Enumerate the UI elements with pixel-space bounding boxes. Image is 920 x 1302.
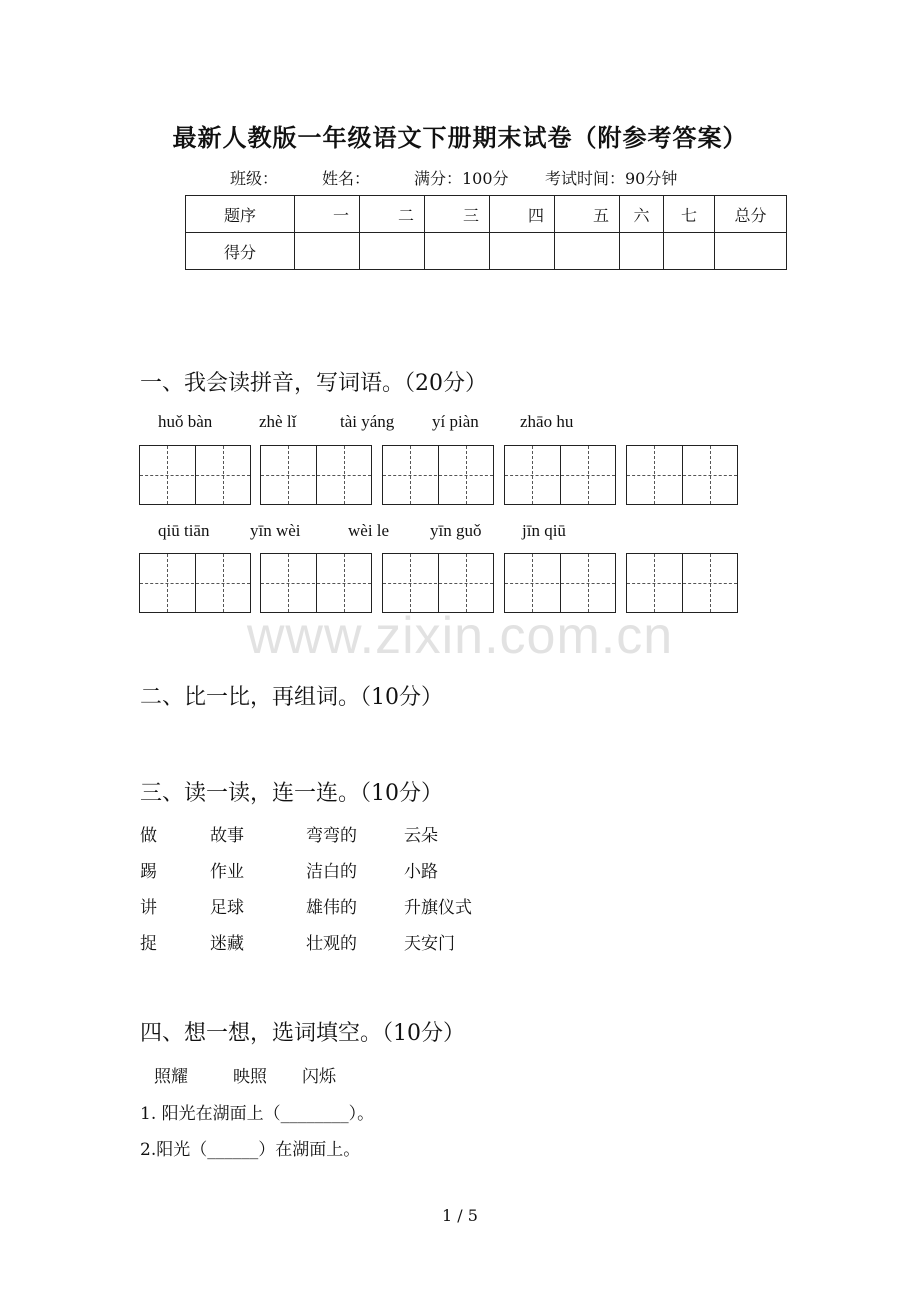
guide-line [627,583,737,584]
row-label: 得分 [186,233,295,270]
pinyin-label: tài yáng [340,412,395,431]
score-cell[interactable] [360,233,425,270]
class-label: 班级： [230,169,279,188]
match-word: 小路 [404,862,438,882]
pinyin-label: jīn qiū [522,521,566,540]
writing-box[interactable] [260,553,372,613]
match-word: 讲 [140,898,157,918]
score-table [185,195,787,270]
match-word: 故事 [210,826,244,846]
match-word: 洁白的 [306,862,357,882]
header-cell: 总分 [715,196,787,233]
match-word: 壮观的 [306,934,357,954]
guide-line [140,475,250,476]
writing-box[interactable] [626,445,738,505]
exam-time: 考试时间：90分钟 [545,169,678,188]
question-2: 2.阳光（______）在湖面上。 [140,1140,361,1160]
match-word: 升旗仪式 [404,898,472,918]
name-label: 姓名： [322,169,371,188]
option-word: 闪烁 [302,1067,336,1087]
writing-box[interactable] [382,445,494,505]
writing-box[interactable] [139,553,251,613]
option-word: 照耀 [154,1067,188,1087]
match-word: 足球 [210,898,244,918]
section4-heading: 四、想一想，选词填空。（10分） [140,1021,465,1046]
score-table-header-row [186,196,787,233]
pinyin-label: yí piàn [432,412,479,431]
guide-line [140,583,250,584]
writing-box[interactable] [260,445,372,505]
watermark: www.zixin.com.cn [246,607,674,665]
match-word: 弯弯的 [306,826,357,846]
section3-heading: 三、读一读，连一连。（10分） [140,781,443,806]
match-word: 踢 [140,862,157,882]
match-word: 作业 [210,862,244,882]
header-cell: 四 [490,196,555,233]
header-cell: 六 [620,196,664,233]
header-cell: 三 [425,196,490,233]
option-word: 映照 [233,1067,267,1087]
section1-heading: 一、我会读拼音，写词语。（20分） [140,371,487,396]
writing-box[interactable] [504,445,616,505]
score-cell[interactable] [620,233,664,270]
score-cell[interactable] [715,233,787,270]
score-cell[interactable] [555,233,620,270]
match-word: 天安门 [404,934,455,954]
score-cell[interactable] [490,233,555,270]
pinyin-label: yīn wèi [250,521,301,540]
header-cell: 一 [295,196,360,233]
pinyin-label: yīn guǒ [430,521,482,540]
exam-title: 最新人教版一年级语文下册期末试卷（附参考答案） [172,123,748,152]
writing-box[interactable] [139,445,251,505]
pinyin-label: huǒ bàn [158,412,213,431]
writing-box[interactable] [626,553,738,613]
score-table-score-row [186,233,787,270]
match-word: 捉 [140,934,157,954]
score-cell[interactable] [664,233,715,270]
header-cell: 五 [555,196,620,233]
header-cell: 二 [360,196,425,233]
match-word: 做 [140,826,157,846]
full-score: 满分：100分 [414,169,509,188]
pinyin-label: zhè lǐ [259,412,297,431]
page-number: 1 / 5 [442,1206,478,1225]
score-cell[interactable] [425,233,490,270]
guide-line [383,583,493,584]
guide-line [261,583,371,584]
guide-line [383,475,493,476]
pinyin-label: zhāo hu [520,412,574,431]
writing-box[interactable] [382,553,494,613]
section2-heading: 二、比一比，再组词。（10分） [140,685,443,710]
match-word: 迷藏 [210,934,244,954]
match-word: 雄伟的 [306,898,357,918]
header-cell: 题序 [186,196,295,233]
header-cell: 七 [664,196,715,233]
guide-line [505,583,615,584]
pinyin-label: qiū tiān [158,521,210,540]
question-1: 1. 阳光在湖面上（________）。 [140,1104,375,1124]
writing-box[interactable] [504,553,616,613]
guide-line [505,475,615,476]
guide-line [261,475,371,476]
pinyin-label: wèi le [348,521,390,540]
match-word: 云朵 [404,826,438,846]
score-cell[interactable] [295,233,360,270]
guide-line [627,475,737,476]
